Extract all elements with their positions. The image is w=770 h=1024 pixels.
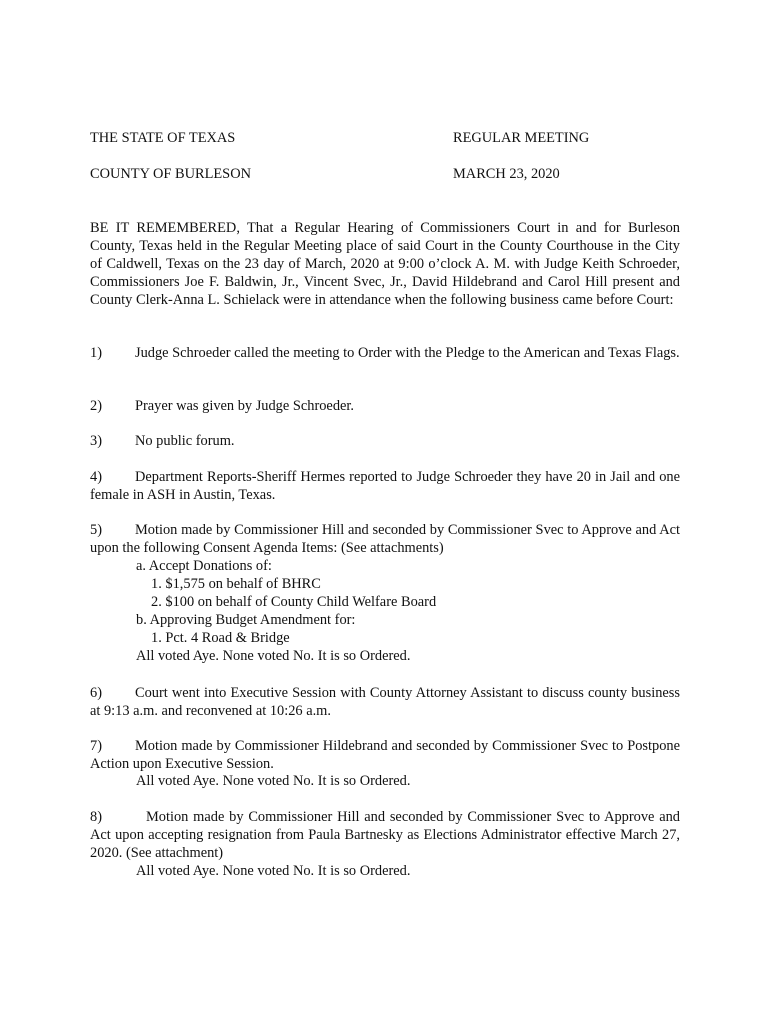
item-text: No public forum. (135, 433, 235, 449)
agenda-item-4 (90, 468, 680, 504)
vote-result: All voted Aye. None voted No. It is so Ordered. (136, 863, 411, 879)
agenda-item-3 (90, 432, 680, 450)
item-number: 6) (90, 685, 102, 701)
item-text: Motion made by Commissioner Hildebrand and seconded by Commissioner Svec to Postpone Action upon Executive Session. (90, 738, 680, 772)
agenda-item-6 (90, 684, 680, 720)
item-text: Judge Schroeder called the meeting to Order with the Pledge to the American and Texas Flags. (135, 345, 680, 361)
agenda-item-7 (90, 737, 680, 773)
item-text: Department Reports-Sheriff Hermes reported to Judge Schroeder they have 20 in Jail and one female in ASH in Austin, Texas. (90, 469, 680, 503)
intro-paragraph: BE IT REMEMBERED, That a Regular Hearing of Commissioners Court in and for Burleson County, Texas held in the Regular Meeting place of said Court in the County Courthouse in the City of Caldwell, Texas on the 23 day of March, 2020 at 9:00 o’clock A. M. with Judge Keith Schroeder, Commissioners Joe F. Baldwin, Jr., Vincent Svec, Jr., David Hildebrand and Carol Hill present and County Clerk-Anna L. Schielack were in attendance when the following business came before Court: (90, 220, 680, 308)
agenda-item-5 (90, 521, 680, 557)
item-text: Motion made by Commissioner Hill and seconded by Commissioner Svec to Approve and Act upon accepting resignation from Paula Bartnesky as Elections Administrator effective March 27, 2020. (See attachment) (90, 809, 680, 861)
item-number: 8) (90, 809, 102, 825)
agenda-item-1 (90, 344, 680, 362)
item-number: 1) (90, 345, 102, 361)
agenda-item-8 (90, 808, 680, 862)
item-text: Court went into Executive Session with County Attorney Assistant to discuss county business at 9:13 a.m. and reconvened at 10:26 a.m. (90, 685, 680, 719)
item-number: 7) (90, 738, 102, 754)
county-heading: COUNTY OF BURLESON (90, 166, 251, 182)
item-text: Prayer was given by Judge Schroeder. (135, 398, 354, 414)
consent-item-a: a. Accept Donations of: (136, 558, 272, 574)
vote-result: All voted Aye. None voted No. It is so Ordered. (136, 648, 411, 664)
item-number: 3) (90, 433, 102, 449)
consent-item-a2: 2. $100 on behalf of County Child Welfare Board (151, 594, 437, 610)
consent-item-a1: 1. $1,575 on behalf of BHRC (151, 576, 321, 592)
state-heading: THE STATE OF TEXAS (90, 130, 236, 146)
consent-item-b1: 1. Pct. 4 Road & Bridge (151, 630, 290, 646)
agenda-item-2 (90, 397, 680, 415)
item-text: Motion made by Commissioner Hill and seconded by Commissioner Svec to Approve and Act upon the following Consent Agenda Items: (See attachments) (90, 522, 680, 556)
vote-result: All voted Aye. None voted No. It is so Ordered. (136, 773, 411, 789)
item-number: 2) (90, 398, 102, 414)
item-number: 5) (90, 522, 102, 538)
meeting-date-heading: MARCH 23, 2020 (453, 166, 560, 182)
meeting-type-heading: REGULAR MEETING (453, 130, 590, 146)
item-number: 4) (90, 469, 102, 485)
consent-item-b: b. Approving Budget Amendment for: (136, 612, 356, 628)
